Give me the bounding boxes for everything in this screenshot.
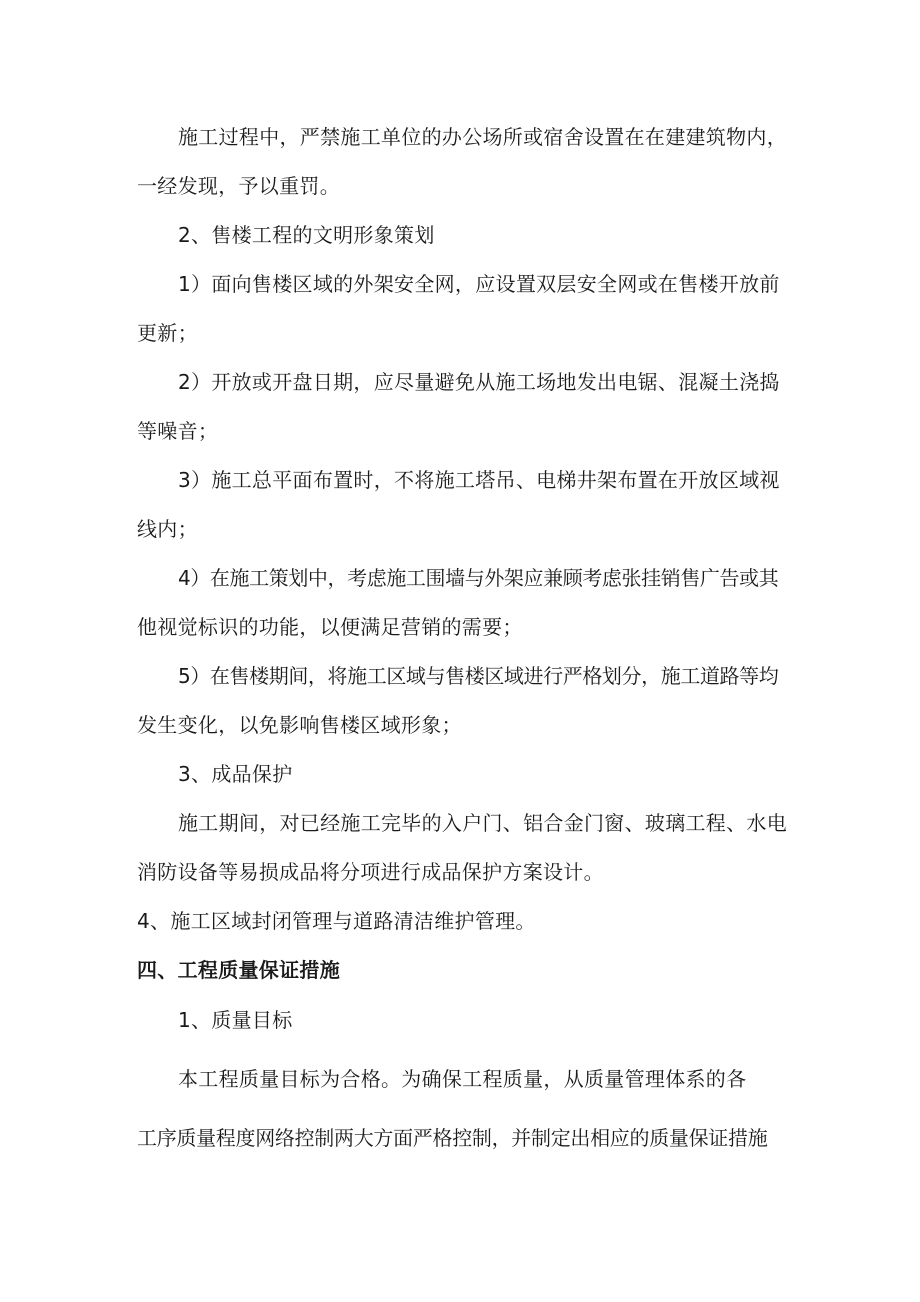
list-item: 3）施工总平面布置时，不将施工塔吊、电梯井架布置在开放区域视 — [178, 468, 780, 492]
list-item-continuation: 线内； — [137, 517, 198, 541]
list-item: 1）面向售楼区域的外架安全网，应设置双层安全网或在售楼开放前 — [178, 272, 780, 296]
section-heading: 1、质量目标 — [178, 1008, 293, 1032]
paragraph-line: 施工过程中，严禁施工单位的办公场所或宿舍设置在在建建筑物内， — [178, 125, 787, 149]
list-item-continuation: 发生变化，以免影响售楼区域形象； — [137, 713, 462, 737]
paragraph-line: 一经发现，予以重罚。 — [137, 174, 340, 198]
list-item-continuation: 等噪音； — [137, 419, 219, 443]
list-item-continuation: 更新； — [137, 321, 198, 345]
list-item: 2）开放或开盘日期，应尽量避免从施工场地发出电锯、混凝土浇捣 — [178, 370, 780, 394]
section-heading: 2、售楼工程的文明形象策划 — [178, 223, 435, 247]
paragraph-line: 4、施工区域封闭管理与道路清洁维护管理。 — [137, 909, 536, 933]
chapter-heading: 四、工程质量保证措施 — [137, 958, 340, 982]
list-item: 4）在施工策划中，考虑施工围墙与外架应兼顾考虑张挂销售广告或其 — [178, 566, 779, 590]
paragraph-line: 消防设备等易损成品将分项进行成品保护方案设计。 — [137, 860, 604, 884]
list-item-continuation: 他视觉标识的功能，以便满足营销的需要； — [137, 615, 523, 639]
list-item: 5）在售楼期间，将施工区域与售楼区域进行严格划分，施工道路等均 — [178, 664, 779, 688]
paragraph-line: 工序质量程度网络控制两大方面严格控制，并制定出相应的质量保证措施 — [137, 1126, 768, 1150]
paragraph-line: 本工程质量目标为合格。为确保工程质量，从质量管理体系的各 — [178, 1067, 747, 1091]
paragraph-line: 施工期间，对已经施工完毕的入户门、铝合金门窗、玻璃工程、水电 — [178, 811, 787, 835]
section-heading: 3、成品保护 — [178, 762, 293, 786]
